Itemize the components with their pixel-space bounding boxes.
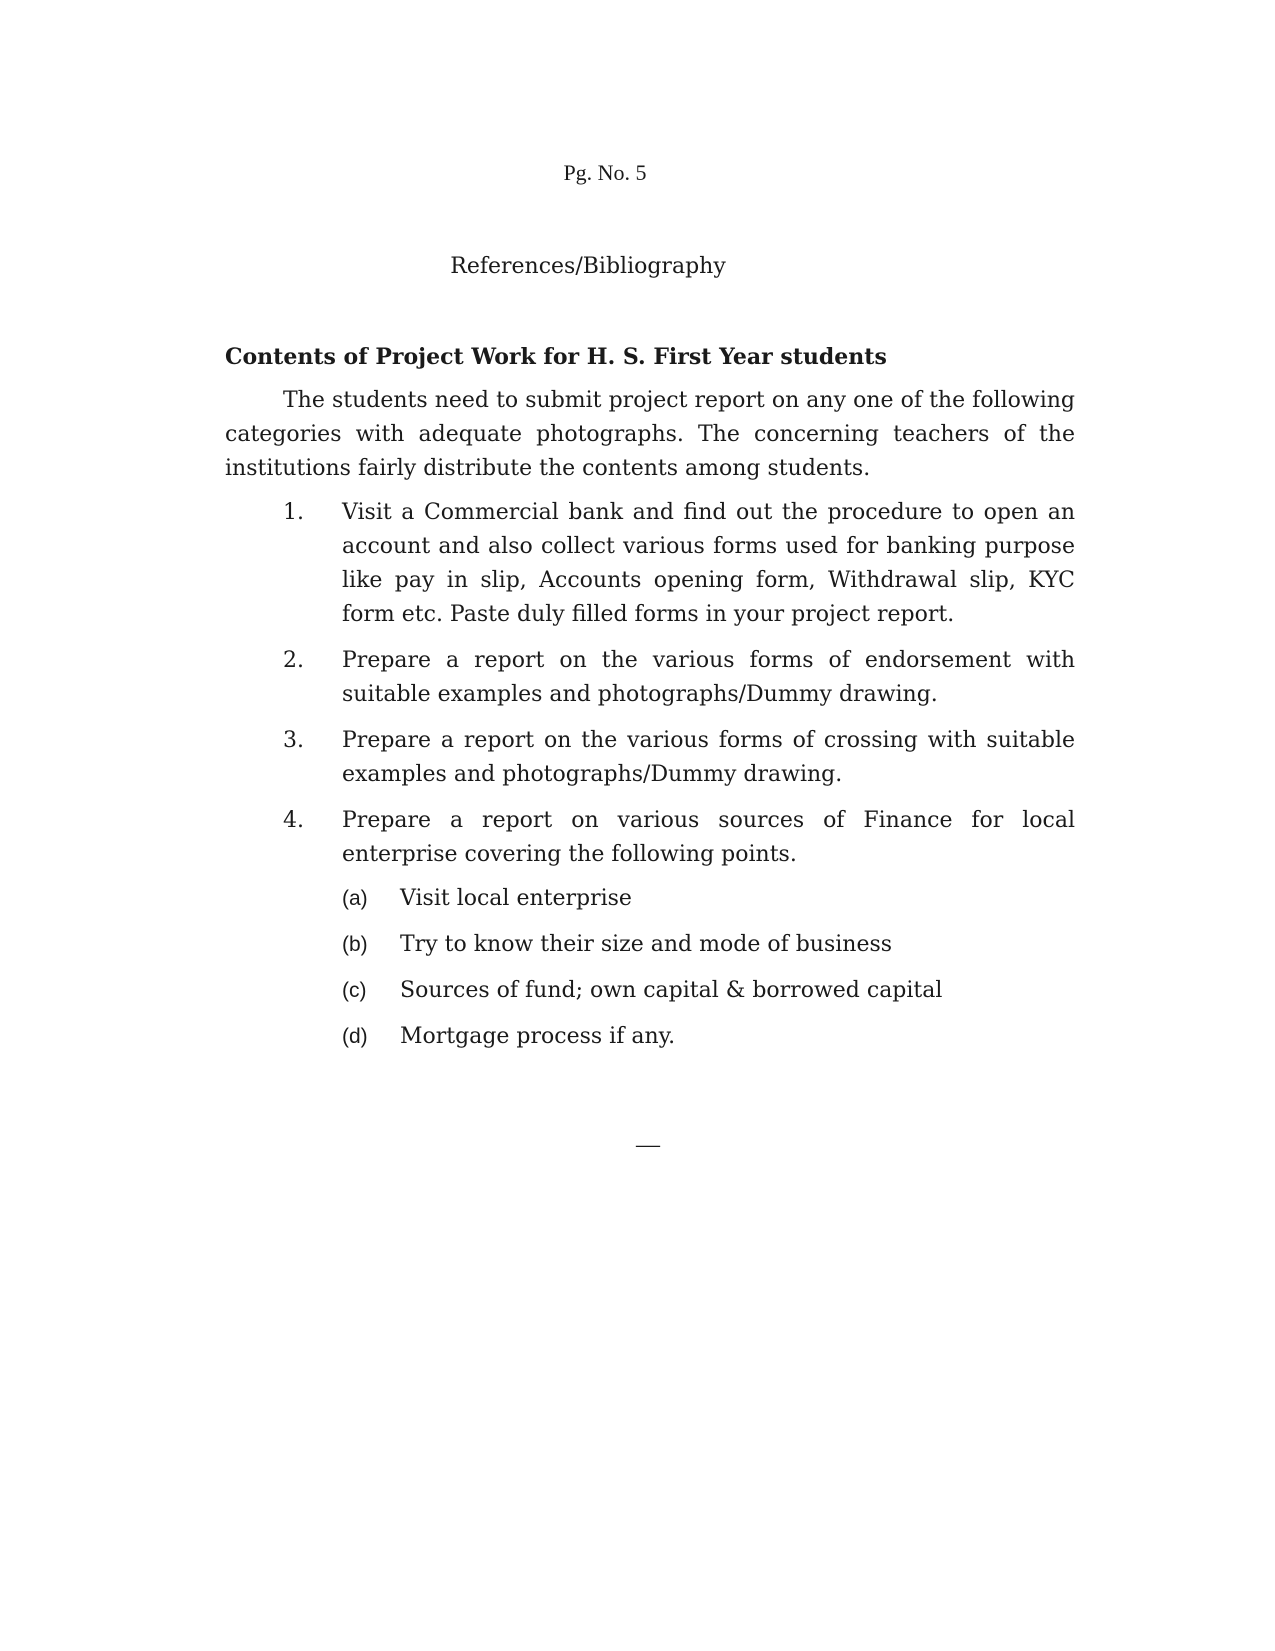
list-item-number: 4. [283, 808, 304, 833]
list-item [283, 644, 1075, 712]
list-item-text: Visit a Commercial bank and find out the procedure to open an account and also collect various forms used for banking purpose like pay in slip, Accounts opening form, Withdrawal slip, KYC form etc. Paste duly filled forms in your project report. [342, 500, 1075, 627]
list-item-text: Prepare a report on the various forms of crossing with suitable examples and photographs/Dummy drawing. [342, 728, 1075, 787]
references-subtitle: References/Bibliography [450, 254, 726, 279]
sub-list-item [342, 928, 1075, 962]
list-item-number: 3. [283, 728, 304, 753]
sub-list-text: Try to know their size and mode of business [400, 932, 893, 957]
list-item-text: Prepare a report on the various forms of endorsement with suitable examples and photographs/Dummy drawing. [342, 648, 1075, 707]
sub-list-item [342, 882, 1075, 916]
list-item-number: 1. [283, 500, 304, 525]
document-body [225, 340, 1075, 1066]
list-item-number: 2. [283, 648, 304, 673]
sub-list-label: (b) [342, 933, 368, 956]
list-item [283, 724, 1075, 792]
sub-list-item [342, 1020, 1075, 1054]
list-item [283, 804, 1075, 872]
end-dash: — [636, 1132, 660, 1158]
intro-paragraph: The students need to submit project report on any one of the following categories with adequate photographs. The concerning teachers of the institutions fairly distribute the contents among students. [225, 388, 1075, 481]
section-heading: Contents of Project Work for H. S. First Year students [225, 344, 887, 370]
sub-list-text: Mortgage process if any. [400, 1024, 676, 1049]
sub-list-label: (d) [342, 1025, 368, 1048]
sub-list-label: (a) [342, 887, 368, 910]
sub-list-text: Visit local enterprise [400, 886, 632, 911]
page-number: Pg. No. 5 [563, 160, 647, 185]
sub-list-text: Sources of fund; own capital & borrowed capital [400, 978, 943, 1003]
list-item-text: Prepare a report on various sources of Finance for local enterprise covering the following points. [342, 808, 1075, 867]
sub-list-label: (c) [342, 979, 367, 1002]
sub-list-item [342, 974, 1075, 1008]
sub-list [342, 882, 1075, 1054]
list-item [283, 496, 1075, 632]
